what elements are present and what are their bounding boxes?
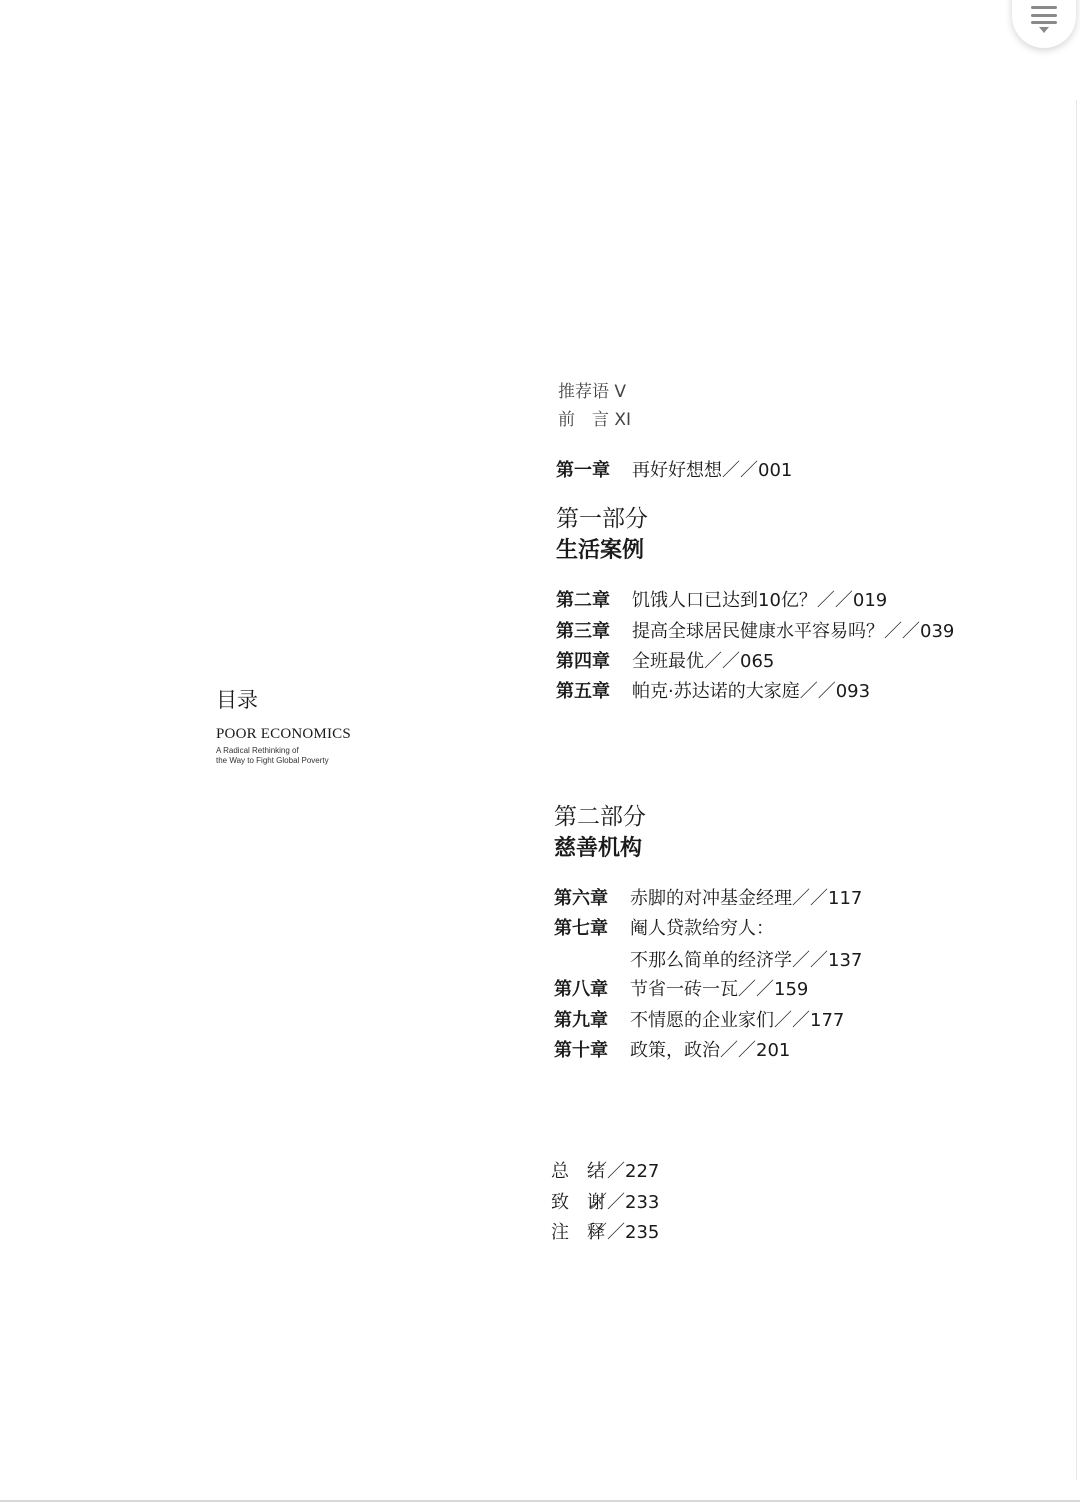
chapter-title: 再好好想想／／001 [632,460,793,481]
toc-entry-conclusion[interactable] [551,1157,659,1183]
chapter-label: 第八章 [554,979,608,1000]
chapter-label: 第七章 [554,918,608,939]
toc-entry-chapter-7[interactable] [554,914,774,940]
toc-entry-recommendation[interactable]: 推荐语 V [558,382,627,402]
entry-label: 注 释 [551,1222,605,1243]
english-title: POOR ECONOMICS [216,726,351,742]
chapter-label: 第九章 [554,1010,608,1031]
entry-page: ／／235 [589,1222,660,1243]
chapter-title: 帕克·苏达诺的大家庭／／093 [632,681,871,702]
toc-entry-chapter-7-line2[interactable]: 不那么简单的经济学／／137 [630,950,863,971]
chapter-title: 赤脚的对冲基金经理／／117 [630,888,863,909]
english-subtitle-line1: A Radical Rethinking of [216,746,299,755]
part-1-number: 第一部分 [556,506,648,532]
chapter-label: 第十章 [554,1040,608,1061]
chapter-title: 饥饿人口已达到10亿？／／019 [632,590,888,611]
chapter-label: 第五章 [556,681,610,702]
part-2-name: 慈善机构 [554,835,643,861]
chapter-title: 全班最优／／065 [632,651,775,672]
toc-entry-acknowledgements[interactable] [551,1188,659,1214]
toc-entry-notes[interactable] [551,1218,659,1244]
entry-page: ／／227 [589,1161,660,1182]
chapter-label: 第一章 [556,460,610,481]
chapter-label: 第二章 [556,590,610,611]
toc-entry-chapter-1[interactable] [556,456,792,482]
chapter-label: 第六章 [554,888,608,909]
toc-entry-chapter-2[interactable] [556,586,887,612]
chapter-title: 政策，政治／／201 [630,1040,791,1061]
toc-entry-chapter-4[interactable] [556,647,774,673]
chapter-title: 不情愿的企业家们／／177 [630,1010,845,1031]
entry-label: 总 结 [551,1161,605,1182]
toc-entry-preface[interactable]: 前 言 XI [558,410,632,430]
part-1-name: 生活案例 [556,537,645,563]
chapter-label: 第三章 [556,621,610,642]
chapter-label: 第四章 [556,651,610,672]
toc-entry-chapter-10[interactable] [554,1036,790,1062]
entry-label: 致 谢 [551,1192,605,1213]
toc-entry-chapter-3[interactable] [556,617,954,643]
chapter-title: 阉人贷款给穷人： [630,918,774,939]
toc-entry-chapter-5[interactable] [556,677,870,703]
entry-page: ／／233 [589,1192,660,1213]
english-subtitle-line2: the Way to Fight Global Poverty [216,756,329,765]
toc-entry-chapter-6[interactable] [554,884,862,910]
chapter-title: 节省一砖一瓦／／159 [630,979,809,1000]
part-2-number: 第二部分 [554,804,646,830]
toc-entry-chapter-9[interactable] [554,1006,844,1032]
toc-title: 目录 [216,688,258,712]
toc-entry-chapter-8[interactable] [554,975,808,1001]
chapter-title: 提高全球居民健康水平容易吗？／／039 [632,621,955,642]
